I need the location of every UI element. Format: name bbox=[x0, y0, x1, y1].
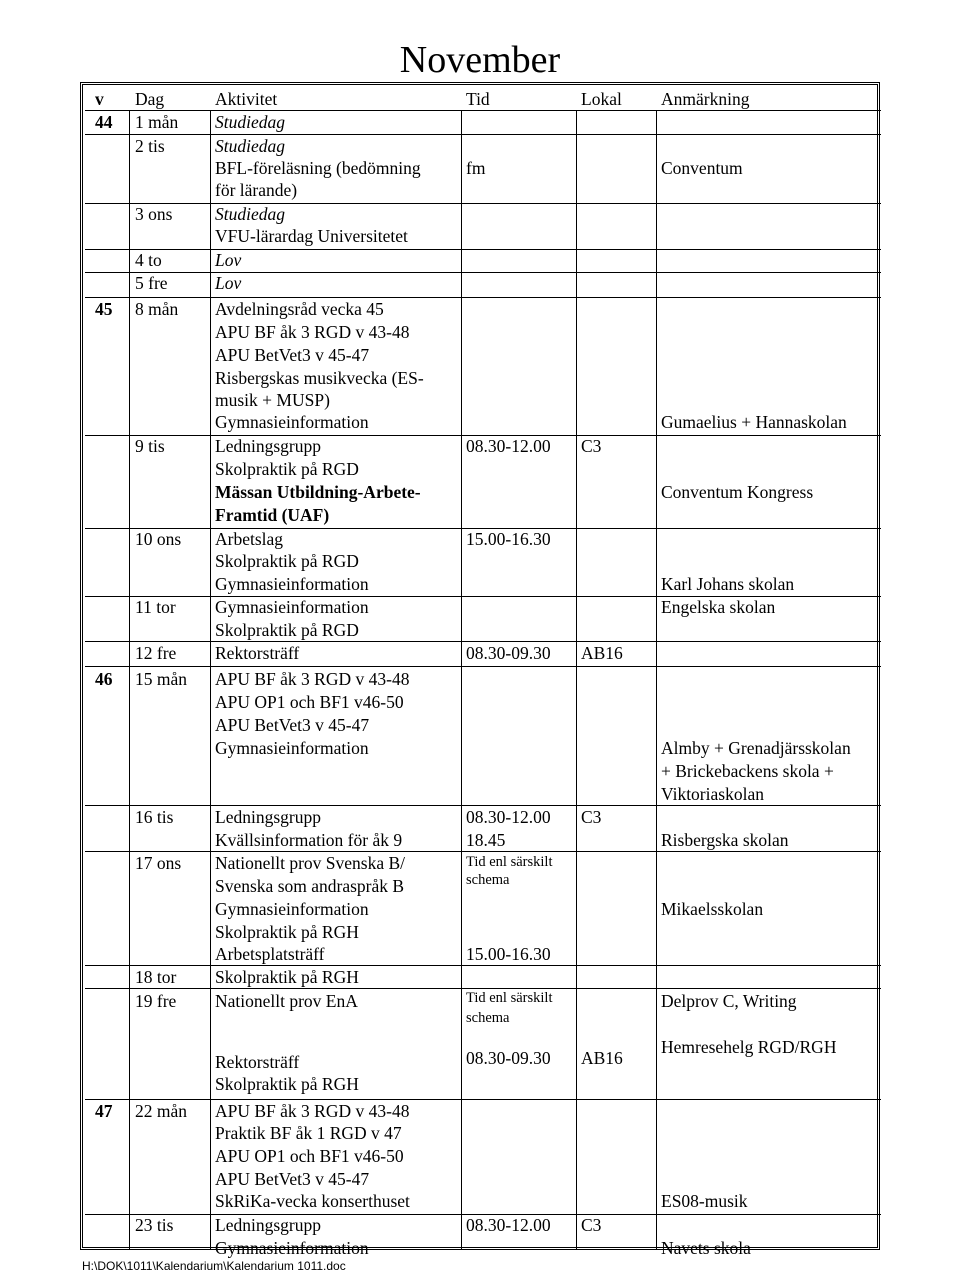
time-cell: Tid enl särskilt bbox=[466, 990, 553, 1006]
activity-cell: Ledningsgrupp bbox=[215, 807, 321, 827]
activity-cell: Skolpraktik på RGD bbox=[215, 551, 359, 571]
activity-cell: Skolpraktik på RGH bbox=[215, 1074, 359, 1094]
activity-cell: BFL-föreläsning (bedömning bbox=[215, 158, 421, 178]
note-cell: Conventum bbox=[661, 158, 743, 178]
activity-cell: Skolpraktik på RGD bbox=[215, 459, 359, 479]
activity-cell: Gymnasieinformation bbox=[215, 738, 369, 758]
column-divider bbox=[210, 110, 211, 1250]
column-divider bbox=[461, 110, 462, 1250]
activity-cell: Svenska som andraspråk B bbox=[215, 876, 405, 896]
note-cell: Delprov C, Writing bbox=[661, 991, 797, 1011]
room-cell: C3 bbox=[581, 1215, 602, 1235]
time-cell: Tid enl särskilt bbox=[466, 854, 553, 870]
row-divider bbox=[85, 666, 881, 667]
day-cell: 16 tis bbox=[135, 807, 174, 827]
activity-cell: APU OP1 och BF1 v46-50 bbox=[215, 1146, 404, 1166]
day-cell: 2 tis bbox=[135, 136, 165, 156]
day-cell: 18 tor bbox=[135, 967, 177, 987]
day-cell: 15 mån bbox=[135, 669, 188, 689]
activity-cell: Mässan Utbildning-Arbete- bbox=[215, 482, 421, 502]
activity-cell: SkRiKa-vecka konserthuset bbox=[215, 1191, 410, 1211]
note-cell: Hemresehelg RGD/RGH bbox=[661, 1037, 837, 1057]
activity-cell: Lov bbox=[215, 273, 242, 293]
row-divider bbox=[85, 134, 881, 135]
note-cell: Karl Johans skolan bbox=[661, 574, 795, 594]
week-number: 47 bbox=[95, 1101, 113, 1121]
time-cell: 08.30-12.00 bbox=[466, 807, 551, 827]
note-cell: + Brickebackens skola + bbox=[661, 761, 834, 781]
note-cell: Engelska skolan bbox=[661, 597, 776, 617]
note-cell: Conventum Kongress bbox=[661, 482, 814, 502]
activity-cell: APU BF åk 3 RGD v 43-48 bbox=[215, 322, 410, 342]
activity-cell: APU OP1 och BF1 v46-50 bbox=[215, 692, 404, 712]
time-cell: 15.00-16.30 bbox=[466, 944, 551, 964]
activity-cell: Gymnasieinformation bbox=[215, 597, 369, 617]
day-cell: 3 ons bbox=[135, 204, 173, 224]
activity-cell: Arbetsplatsträff bbox=[215, 944, 325, 964]
column-divider bbox=[129, 110, 130, 1250]
activity-cell: Ledningsgrupp bbox=[215, 436, 321, 456]
time-cell: 08.30-12.00 bbox=[466, 436, 551, 456]
activity-cell: Skolpraktik på RGD bbox=[215, 620, 359, 640]
activity-cell: APU BetVet3 v 45-47 bbox=[215, 1169, 370, 1189]
day-cell: 19 fre bbox=[135, 991, 177, 1011]
room-cell: C3 bbox=[581, 436, 602, 456]
note-cell: Viktoriaskolan bbox=[661, 784, 764, 804]
header-lokal: Lokal bbox=[581, 89, 622, 109]
row-divider bbox=[85, 203, 881, 204]
time-cell: schema bbox=[466, 872, 510, 888]
activity-cell: Lov bbox=[215, 250, 242, 270]
day-cell: 9 tis bbox=[135, 436, 165, 456]
activity-cell: Avdelningsråd vecka 45 bbox=[215, 299, 384, 319]
activity-cell: för lärande) bbox=[215, 180, 298, 200]
activity-cell: Gymnasieinformation bbox=[215, 574, 369, 594]
header-aktivitet: Aktivitet bbox=[215, 89, 278, 109]
time-cell: 08.30-09.30 bbox=[466, 643, 551, 663]
activity-cell: VFU-lärardag Universitetet bbox=[215, 226, 408, 246]
note-cell: Risbergska skolan bbox=[661, 830, 789, 850]
header-v: v bbox=[95, 89, 104, 109]
time-cell: schema bbox=[466, 1010, 510, 1026]
activity-cell: APU BetVet3 v 45-47 bbox=[215, 345, 370, 365]
row-divider bbox=[85, 297, 881, 298]
time-cell: fm bbox=[466, 158, 486, 178]
day-cell: 17 ons bbox=[135, 853, 182, 873]
room-cell: C3 bbox=[581, 807, 602, 827]
file-path-footer: H:\DOK\1011\Kalendarium\Kalendarium 1011.doc bbox=[82, 1259, 346, 1273]
note-cell: Gumaelius + Hannaskolan bbox=[661, 412, 847, 432]
day-cell: 10 ons bbox=[135, 529, 182, 549]
activity-cell: Rektorsträff bbox=[215, 643, 300, 663]
activity-cell: Praktik BF åk 1 RGD v 47 bbox=[215, 1123, 402, 1143]
week-number: 46 bbox=[95, 669, 113, 689]
activity-cell: Gymnasieinformation bbox=[215, 899, 369, 919]
row-divider bbox=[85, 272, 881, 273]
activity-cell: Skolpraktik på RGH bbox=[215, 922, 359, 942]
activity-cell: Ledningsgrupp bbox=[215, 1215, 321, 1235]
activity-cell: Gymnasieinformation bbox=[215, 412, 369, 432]
activity-cell: Studiedag bbox=[215, 204, 285, 224]
week-number: 45 bbox=[95, 299, 113, 319]
note-cell: Almby + Grenadjärsskolan bbox=[661, 738, 851, 758]
activity-cell: Gymnasieinformation bbox=[215, 1238, 369, 1258]
activity-cell: APU BF åk 3 RGD v 43-48 bbox=[215, 1101, 410, 1121]
time-cell: 08.30-12.00 bbox=[466, 1215, 551, 1235]
activity-cell: Studiedag bbox=[215, 112, 285, 132]
activity-cell: APU BetVet3 v 45-47 bbox=[215, 715, 370, 735]
column-divider bbox=[576, 110, 577, 1250]
note-cell: Navets skola bbox=[661, 1238, 751, 1258]
activity-cell: Rektorsträff bbox=[215, 1052, 300, 1072]
row-divider bbox=[85, 249, 881, 250]
note-cell: ES08-musik bbox=[661, 1191, 748, 1211]
room-cell: AB16 bbox=[581, 1048, 623, 1068]
activity-cell: Risbergskas musikvecka (ES- bbox=[215, 368, 424, 388]
week-number: 44 bbox=[95, 112, 113, 132]
activity-cell: Nationellt prov EnA bbox=[215, 991, 358, 1011]
page-title: November bbox=[399, 39, 561, 81]
time-cell: 15.00-16.30 bbox=[466, 529, 551, 549]
day-cell: 1 mån bbox=[135, 112, 179, 132]
activity-cell: Skolpraktik på RGH bbox=[215, 967, 359, 987]
activity-cell: Studiedag bbox=[215, 136, 285, 156]
column-divider bbox=[656, 110, 657, 1250]
time-cell: 18.45 bbox=[466, 830, 506, 850]
day-cell: 23 tis bbox=[135, 1215, 174, 1235]
header-anmarkning: Anmärkning bbox=[661, 89, 750, 109]
activity-cell: Nationellt prov Svenska B/ bbox=[215, 853, 406, 873]
activity-cell: Kvällsinformation för åk 9 bbox=[215, 830, 403, 850]
activity-cell: APU BF åk 3 RGD v 43-48 bbox=[215, 669, 410, 689]
day-cell: 12 fre bbox=[135, 643, 177, 663]
activity-cell: Framtid (UAF) bbox=[215, 505, 330, 525]
time-cell: 08.30-09.30 bbox=[466, 1048, 551, 1068]
day-cell: 8 mån bbox=[135, 299, 179, 319]
header-tid: Tid bbox=[466, 89, 490, 109]
row-divider bbox=[85, 1099, 881, 1100]
note-cell: Mikaelsskolan bbox=[661, 899, 764, 919]
activity-cell: Arbetslag bbox=[215, 529, 284, 549]
calendar-table bbox=[80, 82, 880, 1258]
day-cell: 22 mån bbox=[135, 1101, 188, 1121]
activity-cell: musik + MUSP) bbox=[215, 390, 330, 410]
day-cell: 5 fre bbox=[135, 273, 168, 293]
header-dag: Dag bbox=[135, 89, 165, 109]
room-cell: AB16 bbox=[581, 643, 623, 663]
day-cell: 4 to bbox=[135, 250, 162, 270]
day-cell: 11 tor bbox=[135, 597, 176, 617]
